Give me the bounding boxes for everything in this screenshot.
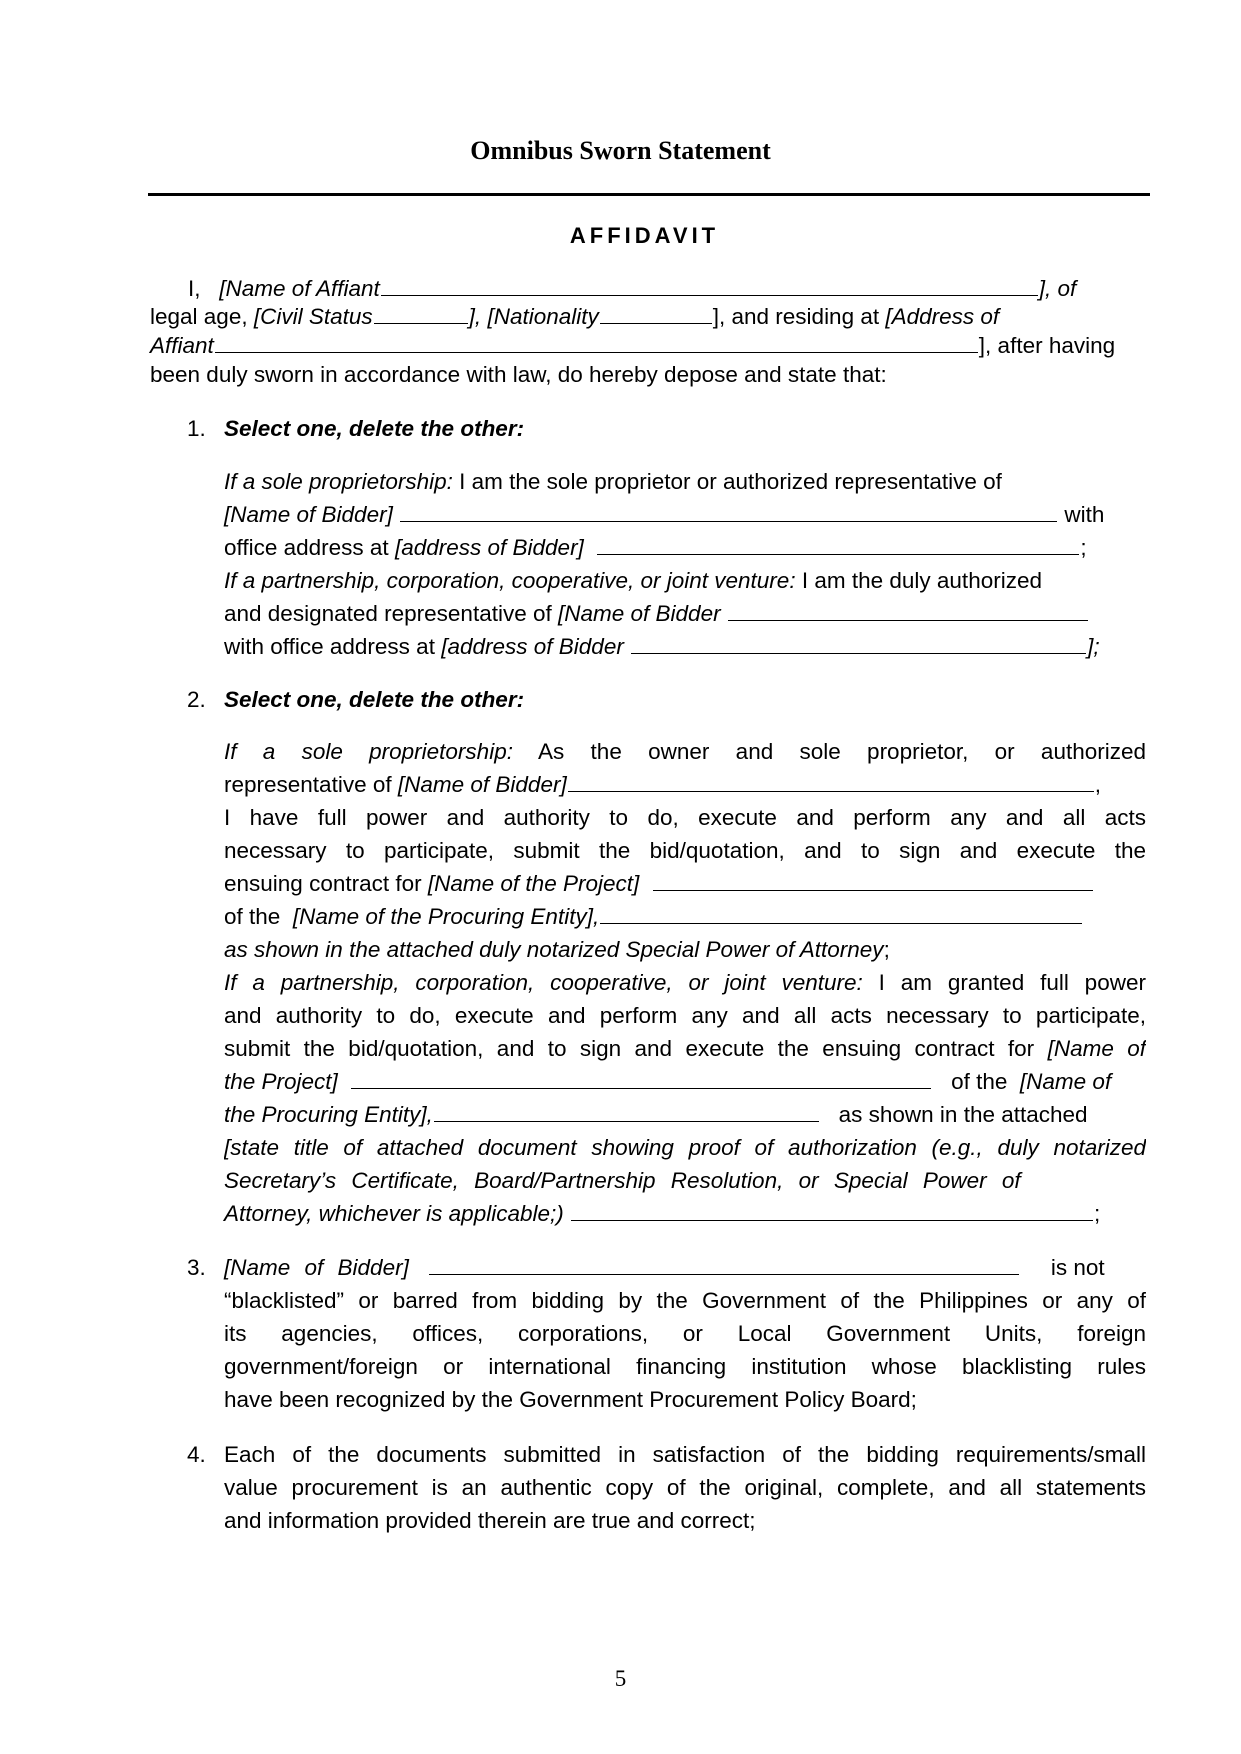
blacklist-bidder-name-blank[interactable] bbox=[429, 1253, 1019, 1275]
item-4-line-3: and information provided therein are true and correct; bbox=[224, 1508, 756, 1533]
authorization-document-blank[interactable] bbox=[571, 1199, 1093, 1221]
authority-bidder-name-blank[interactable] bbox=[568, 770, 1094, 792]
item-2-line-13: [state title of attached document showing proof of authorization (e.g., duly notarized bbox=[224, 1135, 1146, 1160]
item-3-line-4: government/foreign or international financing institution whose blacklisting rules bbox=[224, 1354, 1146, 1379]
item-2-line-12: the Procuring Entity], as shown in the attached bbox=[224, 1102, 1088, 1127]
item-2-line-11: the Project] of the [Name of bbox=[224, 1069, 1112, 1094]
item-2-line-5: ensuing contract for [Name of the Project] bbox=[224, 869, 1094, 898]
item-2-line-8: If a partnership, corporation, cooperative, or joint venture: I am granted full power bbox=[224, 970, 1146, 995]
item-2-number: 2. bbox=[187, 687, 206, 712]
item-2-line-14: Secretary’s Certificate, Board/Partnership Resolution, or Special Power of bbox=[224, 1168, 1021, 1193]
item-3-line-1: [Name of Bidder] is not bbox=[224, 1255, 1105, 1280]
item-1-line-6: with office address at [address of Bidder ]; bbox=[224, 634, 1100, 659]
document-title: Omnibus Sworn Statement bbox=[470, 136, 771, 165]
item-2-line-4: necessary to participate, submit the bid/quotation, and to sign and execute the bbox=[224, 838, 1146, 863]
item-3-line-3: its agencies, offices, corporations, or Local Government Units, foreign bbox=[224, 1321, 1146, 1346]
bidder-name-blank[interactable] bbox=[400, 500, 1057, 522]
item-1-line-4: If a partnership, corporation, cooperative, or joint venture: I am the duly authorized bbox=[224, 568, 1042, 593]
item-2-line-7: as shown in the attached duly notarized Special Power of Attorney; bbox=[224, 937, 890, 962]
item-3-number: 3. bbox=[187, 1255, 206, 1280]
item-4-number: 4. bbox=[187, 1442, 206, 1467]
bidder-address-blank[interactable] bbox=[597, 533, 1079, 555]
item-1-line-5: and designated representative of [Name of Bidder bbox=[224, 599, 1089, 628]
representative-bidder-address-blank[interactable] bbox=[631, 632, 1086, 654]
item-2-line-3: I have full power and authority to do, execute and perform any and all acts bbox=[224, 805, 1146, 830]
item-2-line-1: If a sole proprietorship: As the owner and sole proprietor, or authorized bbox=[224, 739, 1146, 764]
item-2-heading: Select one, delete the other: bbox=[224, 687, 525, 712]
intro-line-3: Affiant ], after having bbox=[150, 333, 1116, 358]
item-2-line-9: and authority to do, execute and perform any and all acts necessary to participate, bbox=[224, 1003, 1146, 1028]
representative-bidder-name-blank[interactable] bbox=[728, 599, 1088, 621]
item-2-line-15: Attorney, whichever is applicable;) ; bbox=[224, 1201, 1101, 1226]
intro-line-2: legal age, [Civil Status ], [Nationality ], and residing at [Address of bbox=[150, 304, 1000, 329]
item-1-line-1: If a sole proprietorship: I am the sole proprietor or authorized representative of bbox=[224, 469, 1002, 494]
affidavit-heading: AFFIDAVIT bbox=[569, 223, 720, 248]
title-divider bbox=[148, 193, 1150, 196]
affiant-address-blank[interactable] bbox=[215, 331, 978, 353]
item-1-line-3: office address at [address of Bidder] ; bbox=[224, 535, 1087, 560]
project-name-blank[interactable] bbox=[653, 869, 1093, 891]
procuring-entity-blank-2[interactable] bbox=[434, 1100, 819, 1122]
item-1-number: 1. bbox=[187, 416, 206, 441]
civil-status-blank[interactable] bbox=[374, 302, 468, 324]
page-number: 5 bbox=[614, 1666, 627, 1691]
item-3-line-2: “blacklisted” or barred from bidding by the Government of the Philippines or any of bbox=[224, 1288, 1146, 1313]
affiant-name-blank[interactable] bbox=[381, 274, 1038, 296]
intro-line-1: I, [Name of Affiant ], of bbox=[188, 276, 1077, 301]
item-3-line-5: have been recognized by the Government Procurement Policy Board; bbox=[224, 1387, 917, 1412]
item-2-line-10: submit the bid/quotation, and to sign and execute the ensuing contract for [Name of bbox=[224, 1036, 1146, 1061]
nationality-blank[interactable] bbox=[600, 302, 712, 324]
procuring-entity-blank[interactable] bbox=[600, 902, 1082, 924]
intro-line-4: been duly sworn in accordance with law, do hereby depose and state that: bbox=[150, 362, 887, 387]
project-name-blank-2[interactable] bbox=[351, 1067, 931, 1089]
item-2-line-6: of the [Name of the Procuring Entity], bbox=[224, 902, 1083, 931]
item-4-line-1: Each of the documents submitted in satisfaction of the bidding requirements/small bbox=[224, 1442, 1146, 1467]
item-1-line-2: [Name of Bidder] with bbox=[224, 502, 1105, 527]
item-2-line-2: representative of [Name of Bidder] , bbox=[224, 772, 1101, 797]
item-1-heading: Select one, delete the other: bbox=[224, 416, 525, 441]
item-4-line-2: value procurement is an authentic copy of the original, complete, and all statements bbox=[224, 1475, 1146, 1500]
